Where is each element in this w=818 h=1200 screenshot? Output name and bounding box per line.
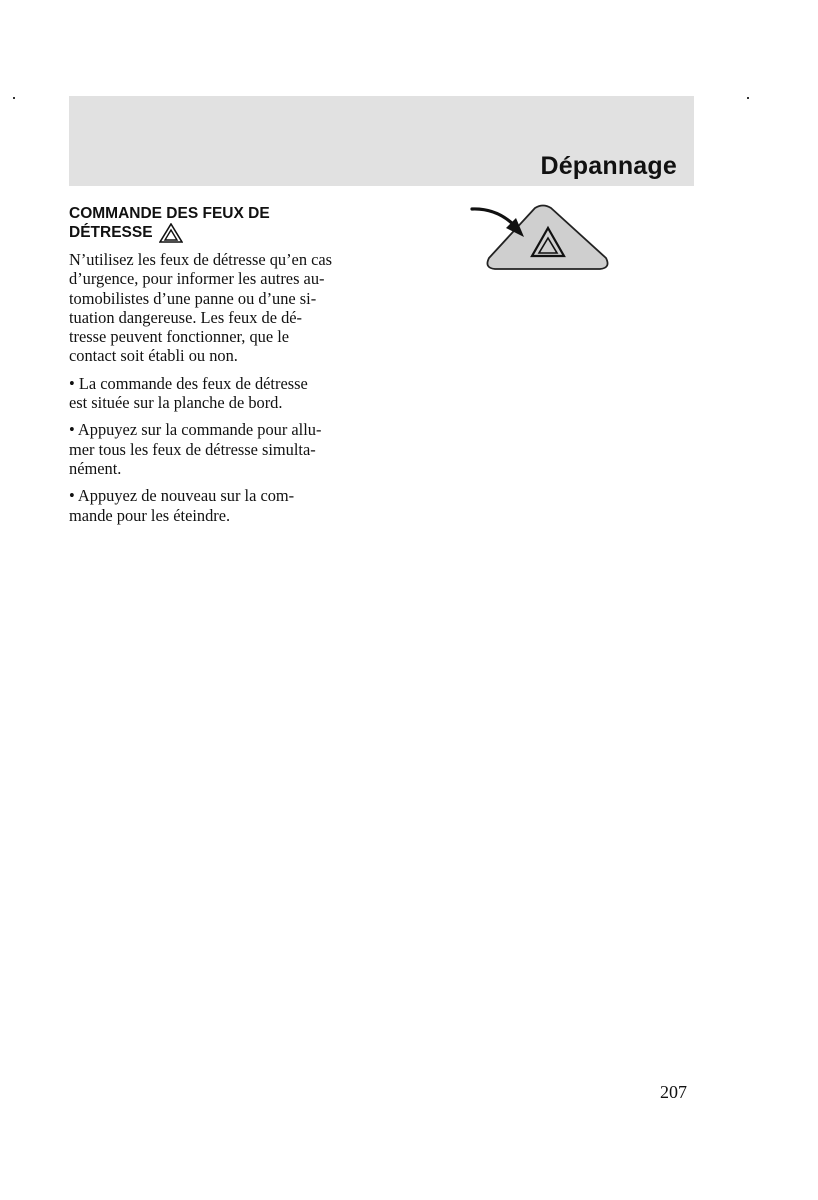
header-band [69, 96, 694, 186]
section-heading [69, 205, 369, 247]
crop-mark-left [13, 97, 15, 99]
bullet-item: • La commande des feux de détresse est située sur la planche de bord. [69, 373, 308, 413]
heading-line-2: DÉTRESSE [69, 223, 153, 241]
heading-line-1: COMMANDE DES FEUX DE [69, 205, 270, 222]
hazard-button-icon [487, 206, 607, 270]
section-title: Dépannage [540, 152, 677, 180]
intro-paragraph: N’utilisez les feux de détresse qu’en cas d’urgence, pour informer les autres au- tomobilistes d’une panne ou d’une si- tuation dangereuse. Les feux de dé- tresse peuvent fonctionner, que le contact soit établi ou non. [69, 250, 333, 366]
arrow-icon [472, 209, 524, 237]
bullet-item: • Appuyez sur la commande pour allu- mer tous les feux de détresse simulta- nément. [69, 420, 322, 478]
page-number: 207 [660, 1082, 687, 1102]
hazard-triangle-icon [159, 223, 183, 248]
body-text [69, 250, 371, 533]
bullet-item: • Appuyez de nouveau sur la com- mande pour les éteindre. [69, 486, 295, 525]
hazard-button-illustration [468, 200, 618, 285]
crop-mark-right [747, 97, 749, 99]
heading-line-2-wrap [69, 223, 369, 248]
